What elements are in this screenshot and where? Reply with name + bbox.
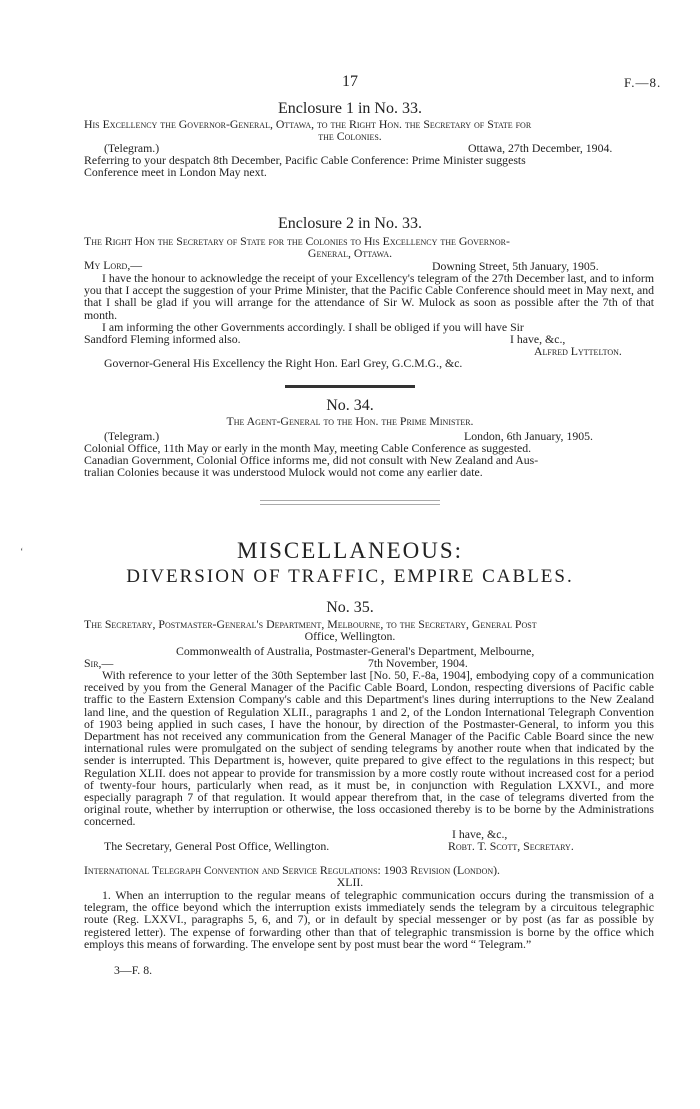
- enclosure-2-body-second: I am informing the other Governments accordingly. I shall be obliged if you will have Sir: [102, 320, 524, 334]
- enclosure-1-place-date: Ottawa, 27th December, 1904.: [468, 141, 613, 155]
- page-number: 17: [342, 73, 358, 90]
- misc-title: MISCELLANEOUS:: [236, 538, 464, 563]
- convention-body: 1. When an interruption to the regular means of telegraphic communication occurs during the transmission of a telegram, the office beyond which the interruption exists immediately sends the telegram by a circuitous telegraphic route (Reg. LXXVI., paragraphs 5, 6, and 7), or in default by special messenger or by post (as far as possible by registered letter). The expense of forwarding other than that of telegraphic transmission is borne by the office which employs this means of forwarding. The envelope sent by post must bear the word “ Telegram.”: [84, 888, 654, 951]
- no34-body-3: tralian Colonies because it was understood Mulock would not come any earlier date.: [84, 465, 483, 479]
- enclosure-1-body-2: Conference meet in London May next.: [84, 165, 267, 179]
- convention-heading: International Telegraph Convention and Service Regulations: 1903 Revision (London).: [84, 863, 501, 877]
- signature-mark: 3—F. 8.: [114, 963, 153, 977]
- enclosure-2-body-second-2: Sandford Fleming informed also.: [84, 332, 241, 346]
- section-divider-dotted: [260, 500, 440, 505]
- enclosure-2-from-to-2: General, Ottawa.: [307, 246, 393, 260]
- no35-signature: Robt. T. Scott, Secretary.: [448, 839, 574, 853]
- enclosure-1-title: Enclosure 1 in No. 33.: [278, 100, 422, 117]
- enclosure-2-body: I have the honour to acknowledge the receipt of your Excellency's telegram of the 27th December last, and to inform you that I accept the suggestion of your Prime Minister, that the Pacific Cable Conference should meet in May next, and that I shall be glad if you will arrange for the attendance of Sir W. Mulock as soon as possible after the 7th of that month.: [84, 271, 654, 322]
- no34-title: No. 34.: [326, 397, 374, 414]
- enclosure-1-from-to: His Excellency the Governor-General, Ottawa, to the Right Hon. the Secretary of State for: [84, 117, 532, 131]
- enclosure-2-addressee: Governor-General His Excellency the Right Hon. Earl Grey, G.C.M.G., &c.: [104, 356, 463, 370]
- no35-salutation: Sir,—: [84, 656, 114, 670]
- no35-from-to-2: Office, Wellington.: [304, 629, 396, 643]
- enclosure-2-from-to: The Right Hon the Secretary of State for the Colonies to His Excellency the Governor-: [84, 234, 510, 248]
- enclosure-1-from-to-2: the Colonies.: [318, 129, 382, 143]
- no35-from-to: The Secretary, Postmaster-General's Department, Melbourne, to the Secretary, General Post: [84, 617, 537, 631]
- misc-subtitle: DIVERSION OF TRAFFIC, EMPIRE CABLES.: [126, 566, 574, 587]
- no35-body: With reference to your letter of the 30th September last [No. 50, F.-8a, 1904], embodying copy of a communication received by you from the General Manager of the Pacific Cable Board, London, respecting diversions of Pacific cable traffic to the Eastern Extension Company's cable and this Department's lines during interruptions to the New Zealand land line, and the question of Regulation XLII., paragraphs 1 and 2, of the London International Telegraph Convention of 1903 being applied in such cases, I have the honour, by direction of the Postmaster-General, to inform you this Department has not received any communication from the General Manager of the Pacific Cable Board since the new international rules were promulgated on the subject of sending telegrams by another route when that indicated by the sender is interrupted. This Department is, however, quite prepared to give effect to the regulations in this respect; but Regulation XLII. does not appear to provide for transmission by a more costly route without increased cost for a period of twenty-four hours, particularly when read, as it must be, in conjunction with Regulation LXXVI., and more especially paragraph 7 of that regulation. It would appear therefrom that, in the case of telegrams diverted from the original route, whether by interruption or otherwise, the loss occasioned thereby is to be borne by the Administrations concerned.: [84, 668, 654, 829]
- no34-telegram: (Telegram.): [104, 429, 160, 443]
- enclosure-2-title: Enclosure 2 in No. 33.: [278, 215, 422, 232]
- enclosure-2-signature: Alfred Lyttelton.: [534, 344, 622, 358]
- no34-from-to: The Agent-General to the Hon. the Prime Minister.: [226, 414, 474, 428]
- enclosure-1-telegram: (Telegram.): [104, 141, 160, 155]
- no34-body: Colonial Office, 11th May or early in the month May, meeting Cable Conference as suggested.: [84, 441, 532, 455]
- section-divider: [285, 385, 415, 388]
- enclosure-2-salutation: My Lord,—: [84, 258, 143, 272]
- no35-date: 7th November, 1904.: [368, 656, 468, 670]
- enclosure-2-place-date: Downing Street, 5th January, 1905.: [432, 259, 599, 273]
- no34-place-date: London, 6th January, 1905.: [464, 429, 593, 443]
- convention-section: XLII.: [336, 875, 364, 889]
- enclosure-1-body: Referring to your despatch 8th December, Pacific Cable Conference: Prime Minister suggests: [84, 153, 526, 167]
- no35-title: No. 35.: [326, 599, 374, 616]
- no35-closing: I have, &c.,: [452, 827, 508, 841]
- document-code: F.—8.: [624, 75, 662, 90]
- enclosure-2-closing: I have, &c.,: [510, 332, 566, 346]
- no35-addressee: The Secretary, General Post Office, Wellington.: [104, 839, 330, 853]
- no35-department: Commonwealth of Australia, Postmaster-General's Department, Melbourne,: [176, 644, 535, 658]
- no34-body-2: Canadian Government, Colonial Office informs me, did not consult with New Zealand and Aus-: [84, 453, 539, 467]
- margin-mark: ‘: [20, 547, 24, 558]
